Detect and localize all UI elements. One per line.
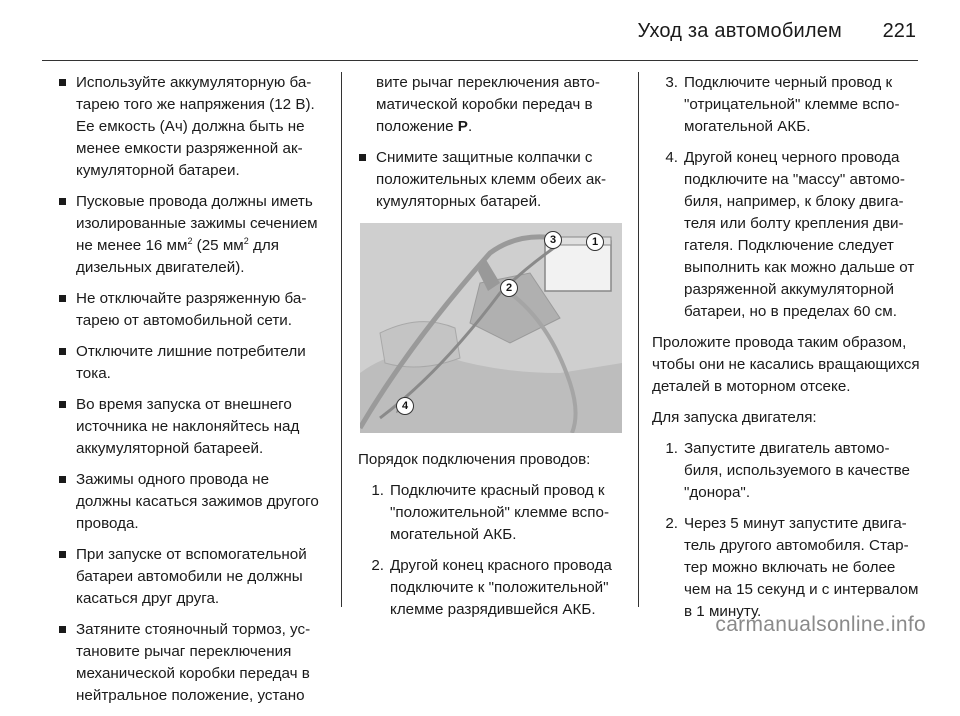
- list-item: Отключите лишние потребители тока.: [58, 341, 328, 385]
- list-item: Во время запуска от внешнего источника не наклоняйтесь над аккумуляторной батареей.: [58, 394, 328, 460]
- list-item: Снимите защитные колпачки с положительных клемм обеих аккумуляторных батарей.: [358, 147, 623, 213]
- list-item: При запуске от вспомогательной батареи автомобили не должны касаться друг друга.: [58, 544, 328, 610]
- list-item: Используйте аккумуляторную батарею того же напряжения (12 В). Ее емкость (Ач) должна быть не менее емкости разряженной аккумуляторной батареи.: [58, 72, 328, 182]
- page-header: [0, 0, 960, 60]
- list-item: Пусковые провода должны иметь изолированные зажимы сечением не менее 16 $мм^2$ (25 $мм^2$ для дизельных двигателей).: [58, 191, 328, 279]
- header-rule: [42, 60, 918, 61]
- list-item: Зажимы одного провода не должны касаться зажимов другого провода.: [58, 469, 328, 535]
- caps-list: [358, 147, 623, 213]
- list-item: 2. Через 5 минут запустите двигатель другого автомобиля. Стартер можно включать не более чем на 15 секунд и с интервалом в 1 минуту.: [665, 515, 919, 620]
- column-1: [58, 72, 328, 716]
- list-item: 4. Другой конец черного провода подключите на "массу" автомобиля, например, к блоку двигателя или болту крепления двигателя. Подключение следует выполнить как можно дальше от разряженной аккумуляторной батареи, но в пределах 60 см.: [665, 149, 915, 320]
- connect-steps-list: [358, 480, 623, 621]
- callout-3: 3: [544, 231, 562, 249]
- list-item: 1. Подключите красный провод к "положительной" клемме вспомогательной АКБ.: [371, 482, 610, 543]
- list-item: Затяните стояночный тормоз, установите рычаг переключения механической коробки передач в нейтральное положение, устано: [58, 619, 328, 707]
- start-steps-list: [652, 438, 922, 623]
- callout-4: 4: [396, 397, 414, 415]
- column-divider-1: [341, 72, 342, 607]
- list-item: Не отключайте разряженную батарею от автомобильной сети.: [58, 288, 328, 332]
- column-2: [358, 72, 623, 630]
- routing-paragraph: Проложите провода таким образом, чтобы они не касались вращающихся деталей в моторном отсеке.: [652, 334, 920, 395]
- callout-1: 1: [586, 233, 604, 251]
- start-intro: Для запуска двигателя:: [652, 409, 817, 426]
- callout-2: 2: [500, 279, 518, 297]
- watermark: carmanualsonline.info: [715, 613, 926, 636]
- continued-text: вите рычаг переключения автоматической коробки передач в положение P.: [376, 74, 600, 135]
- jump-start-figure: [360, 223, 622, 433]
- list-item: 2. Другой конец красного провода подключите к "положительной" клемме разрядившейся АКБ.: [371, 557, 612, 618]
- page-number: 221: [882, 20, 916, 42]
- list-item: 3. Подключите черный провод к "отрицательной" клемме вспомогательной АКБ.: [665, 74, 900, 135]
- order-intro: Порядок подключения проводов:: [358, 451, 591, 468]
- requirements-list: [58, 72, 328, 707]
- list-item: 1. Запустите двигатель автомобиля, используемого в качестве "донора".: [665, 440, 910, 501]
- column-3: [652, 72, 922, 632]
- connect-steps-list-cont: [652, 72, 922, 323]
- column-divider-2: [638, 72, 639, 607]
- page-title: Уход за автомобилем: [637, 20, 842, 42]
